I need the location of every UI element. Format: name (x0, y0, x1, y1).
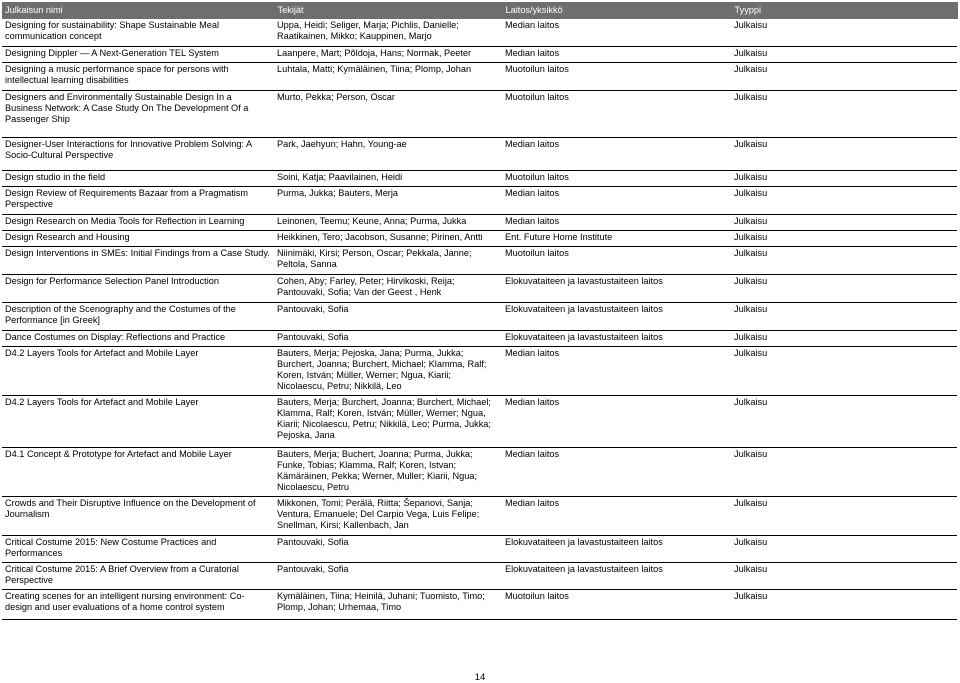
header-row (2, 3, 957, 19)
row-title: Design Review of Requirements Bazaar from a Pragmatism Perspective (2, 187, 274, 215)
table-row (2, 63, 957, 91)
row-title: Dance Costumes on Display: Reflections and Practice (2, 331, 274, 347)
table-row (2, 187, 957, 215)
row-unit: Median laitos (502, 215, 731, 231)
row-title: Designing for sustainability: Shape Sustainable Meal communication concept (2, 19, 274, 47)
table-row (2, 448, 957, 497)
row-type: Julkaisu (731, 497, 957, 536)
table-row (2, 396, 957, 448)
row-authors: Heikkinen, Tero; Jacobson, Susanne; Pirinen, Antti (274, 231, 502, 247)
table-row (2, 303, 957, 331)
table-row (2, 590, 957, 620)
row-unit: Muotoilun laitos (502, 171, 731, 187)
row-title: Design for Performance Selection Panel Introduction (2, 275, 274, 303)
row-authors: Park, Jaehyun; Hahn, Young-ae (274, 138, 502, 171)
table-row (2, 331, 957, 347)
row-authors: Kymäläinen, Tiina; Heinilä, Juhani; Tuomisto, Timo; Plomp, Johan; Urhemaa, Timo (274, 590, 502, 620)
row-type: Julkaisu (731, 47, 957, 63)
table-row (2, 47, 957, 63)
row-unit: Elokuvataiteen ja lavastustaiteen laitos (502, 275, 731, 303)
row-type: Julkaisu (731, 448, 957, 497)
row-title: Designing Dippler — A Next-Generation TEL System (2, 47, 274, 63)
row-type: Julkaisu (731, 215, 957, 231)
row-authors: Purma, Jukka; Bauters, Merja (274, 187, 502, 215)
row-authors: Bauters, Merja; Burchert, Joanna; Burchert, Michael; Klamma, Ralf; Koren, István; Müller, Werner; Ngua, Kiarii; Nicolaescu, Petru; Nikkilä, Leo; Purma, Jukka; Pejoska, Jana (274, 396, 502, 448)
row-title: Creating scenes for an intelligent nursing environment: Co-design and user evaluations of a home control system (2, 590, 274, 620)
row-title: Design Research and Housing (2, 231, 274, 247)
row-type: Julkaisu (731, 63, 957, 91)
row-unit: Elokuvataiteen ja lavastustaiteen laitos (502, 303, 731, 331)
row-type: Julkaisu (731, 91, 957, 138)
row-title: Critical Costume 2015: New Costume Practices and Performances (2, 536, 274, 563)
row-authors: Pantouvaki, Sofia (274, 536, 502, 563)
row-title: Designing a music performance space for persons with intellectual learning disabilities (2, 63, 274, 91)
row-title: Designer-User Interactions for Innovative Problem Solving: A Socio-Cultural Perspective (2, 138, 274, 171)
row-unit: Elokuvataiteen ja lavastustaiteen laitos (502, 536, 731, 563)
table-row (2, 563, 957, 590)
row-title: D4.1 Concept & Prototype for Artefact and Mobile Layer (2, 448, 274, 497)
row-type: Julkaisu (731, 590, 957, 620)
row-unit: Median laitos (502, 396, 731, 448)
row-unit: Median laitos (502, 448, 731, 497)
row-unit: Elokuvataiteen ja lavastustaiteen laitos (502, 331, 731, 347)
row-unit: Median laitos (502, 187, 731, 215)
row-unit: Median laitos (502, 47, 731, 63)
row-type: Julkaisu (731, 19, 957, 47)
row-authors: Pantouvaki, Sofia (274, 331, 502, 347)
row-unit: Muotoilun laitos (502, 590, 731, 620)
row-unit: Median laitos (502, 497, 731, 536)
row-type: Julkaisu (731, 303, 957, 331)
table-row (2, 215, 957, 231)
row-type: Julkaisu (731, 536, 957, 563)
row-unit: Median laitos (502, 347, 731, 396)
table-row (2, 91, 957, 138)
row-type: Julkaisu (731, 187, 957, 215)
row-type: Julkaisu (731, 275, 957, 303)
row-unit: Muotoilun laitos (502, 91, 731, 138)
row-type: Julkaisu (731, 247, 957, 275)
table-row (2, 19, 957, 47)
table-row (2, 347, 957, 396)
row-title: Design Interventions in SMEs: Initial Findings from a Case Study. (2, 247, 274, 275)
row-unit: Ent. Future Home Institute (502, 231, 731, 247)
row-title: Designers and Environmentally Sustainable Design In a Business Network: A Case Study On The Development Of a Passenger Ship (2, 91, 274, 138)
row-title: Critical Costume 2015: A Brief Overview from a Curatorial Perspective (2, 563, 274, 590)
header-title: Julkaisun nimi (2, 3, 274, 19)
row-authors: Cohen, Aby; Farley, Peter; Hirvikoski, Reija; Pantouvaki, Sofia; Van der Geest , Henk (274, 275, 502, 303)
table-row (2, 171, 957, 187)
row-type: Julkaisu (731, 396, 957, 448)
row-type: Julkaisu (731, 331, 957, 347)
table-row (2, 536, 957, 563)
row-authors: Uppa, Heidi; Seliger, Marja; Pichlis, Danielle; Raatikainen, Mikko; Kauppinen, Marjo (274, 19, 502, 47)
row-authors: Leinonen, Teemu; Keune, Anna; Purma, Jukka (274, 215, 502, 231)
row-title: Crowds and Their Disruptive Influence on the Development of Journalism (2, 497, 274, 536)
row-authors: Mikkonen, Tomi; Perälä, Riitta; Šepanovi, Sanja; Ventura, Emanuele; Del Carpio Vega, Luis Felipe; Snellman, Kirsi; Kallenbach, Jan (274, 497, 502, 536)
table-row (2, 138, 957, 171)
row-type: Julkaisu (731, 171, 957, 187)
header-type: Tyyppi (731, 3, 957, 19)
row-authors: Pantouvaki, Sofia (274, 563, 502, 590)
table-row (2, 231, 957, 247)
row-unit: Muotoilun laitos (502, 63, 731, 91)
table-row (2, 497, 957, 536)
row-authors: Bauters, Merja; Pejoska, Jana; Purma, Jukka; Burchert, Joanna; Burchert, Michael; Klamma, Ralf; Koren, István; Müller, Werner; Ngua, Kiarii; Nicolaescu, Petru; Nikkilä, Leo (274, 347, 502, 396)
row-title: D4.2 Layers Tools for Artefact and Mobile Layer (2, 347, 274, 396)
row-title: Description of the Scenography and the Costumes of the Performance [in Greek] (2, 303, 274, 331)
row-unit: Median laitos (502, 19, 731, 47)
row-authors: Niinimäki, Kirsi; Person, Oscar; Pekkala, Janne; Peltola, Sanna (274, 247, 502, 275)
publications-table (2, 2, 958, 620)
table-row (2, 275, 957, 303)
row-type: Julkaisu (731, 138, 957, 171)
row-authors: Murto, Pekka; Person, Oscar (274, 91, 502, 138)
page-number: 14 (474, 672, 486, 683)
header-authors: Tekijät (274, 3, 502, 19)
row-title: Design studio in the field (2, 171, 274, 187)
row-title: D4.2 Layers Tools for Artefact and Mobile Layer (2, 396, 274, 448)
row-authors: Bauters, Merja; Buchert, Joanna; Purma, Jukka; Funke, Tobias; Klamma, Ralf; Koren, Istvan; Kämäräinen, Pekka; Werner, Muller; Kiarii, Ngua; Nicolaescu, Petru (274, 448, 502, 497)
header-unit: Laitos/yksikkö (502, 3, 731, 19)
row-authors: Pantouvaki, Sofia (274, 303, 502, 331)
table-row (2, 247, 957, 275)
row-authors: Soini, Katja; Paavilainen, Heidi (274, 171, 502, 187)
row-unit: Muotoilun laitos (502, 247, 731, 275)
row-title: Design Research on Media Tools for Reflection in Learning (2, 215, 274, 231)
row-type: Julkaisu (731, 231, 957, 247)
row-unit: Median laitos (502, 138, 731, 171)
row-type: Julkaisu (731, 563, 957, 590)
row-authors: Laanpere, Mart; Põldoja, Hans; Normak, Peeter (274, 47, 502, 63)
row-authors: Luhtala, Matti; Kymäläinen, Tiina; Plomp, Johan (274, 63, 502, 91)
row-type: Julkaisu (731, 347, 957, 396)
row-unit: Elokuvataiteen ja lavastustaiteen laitos (502, 563, 731, 590)
